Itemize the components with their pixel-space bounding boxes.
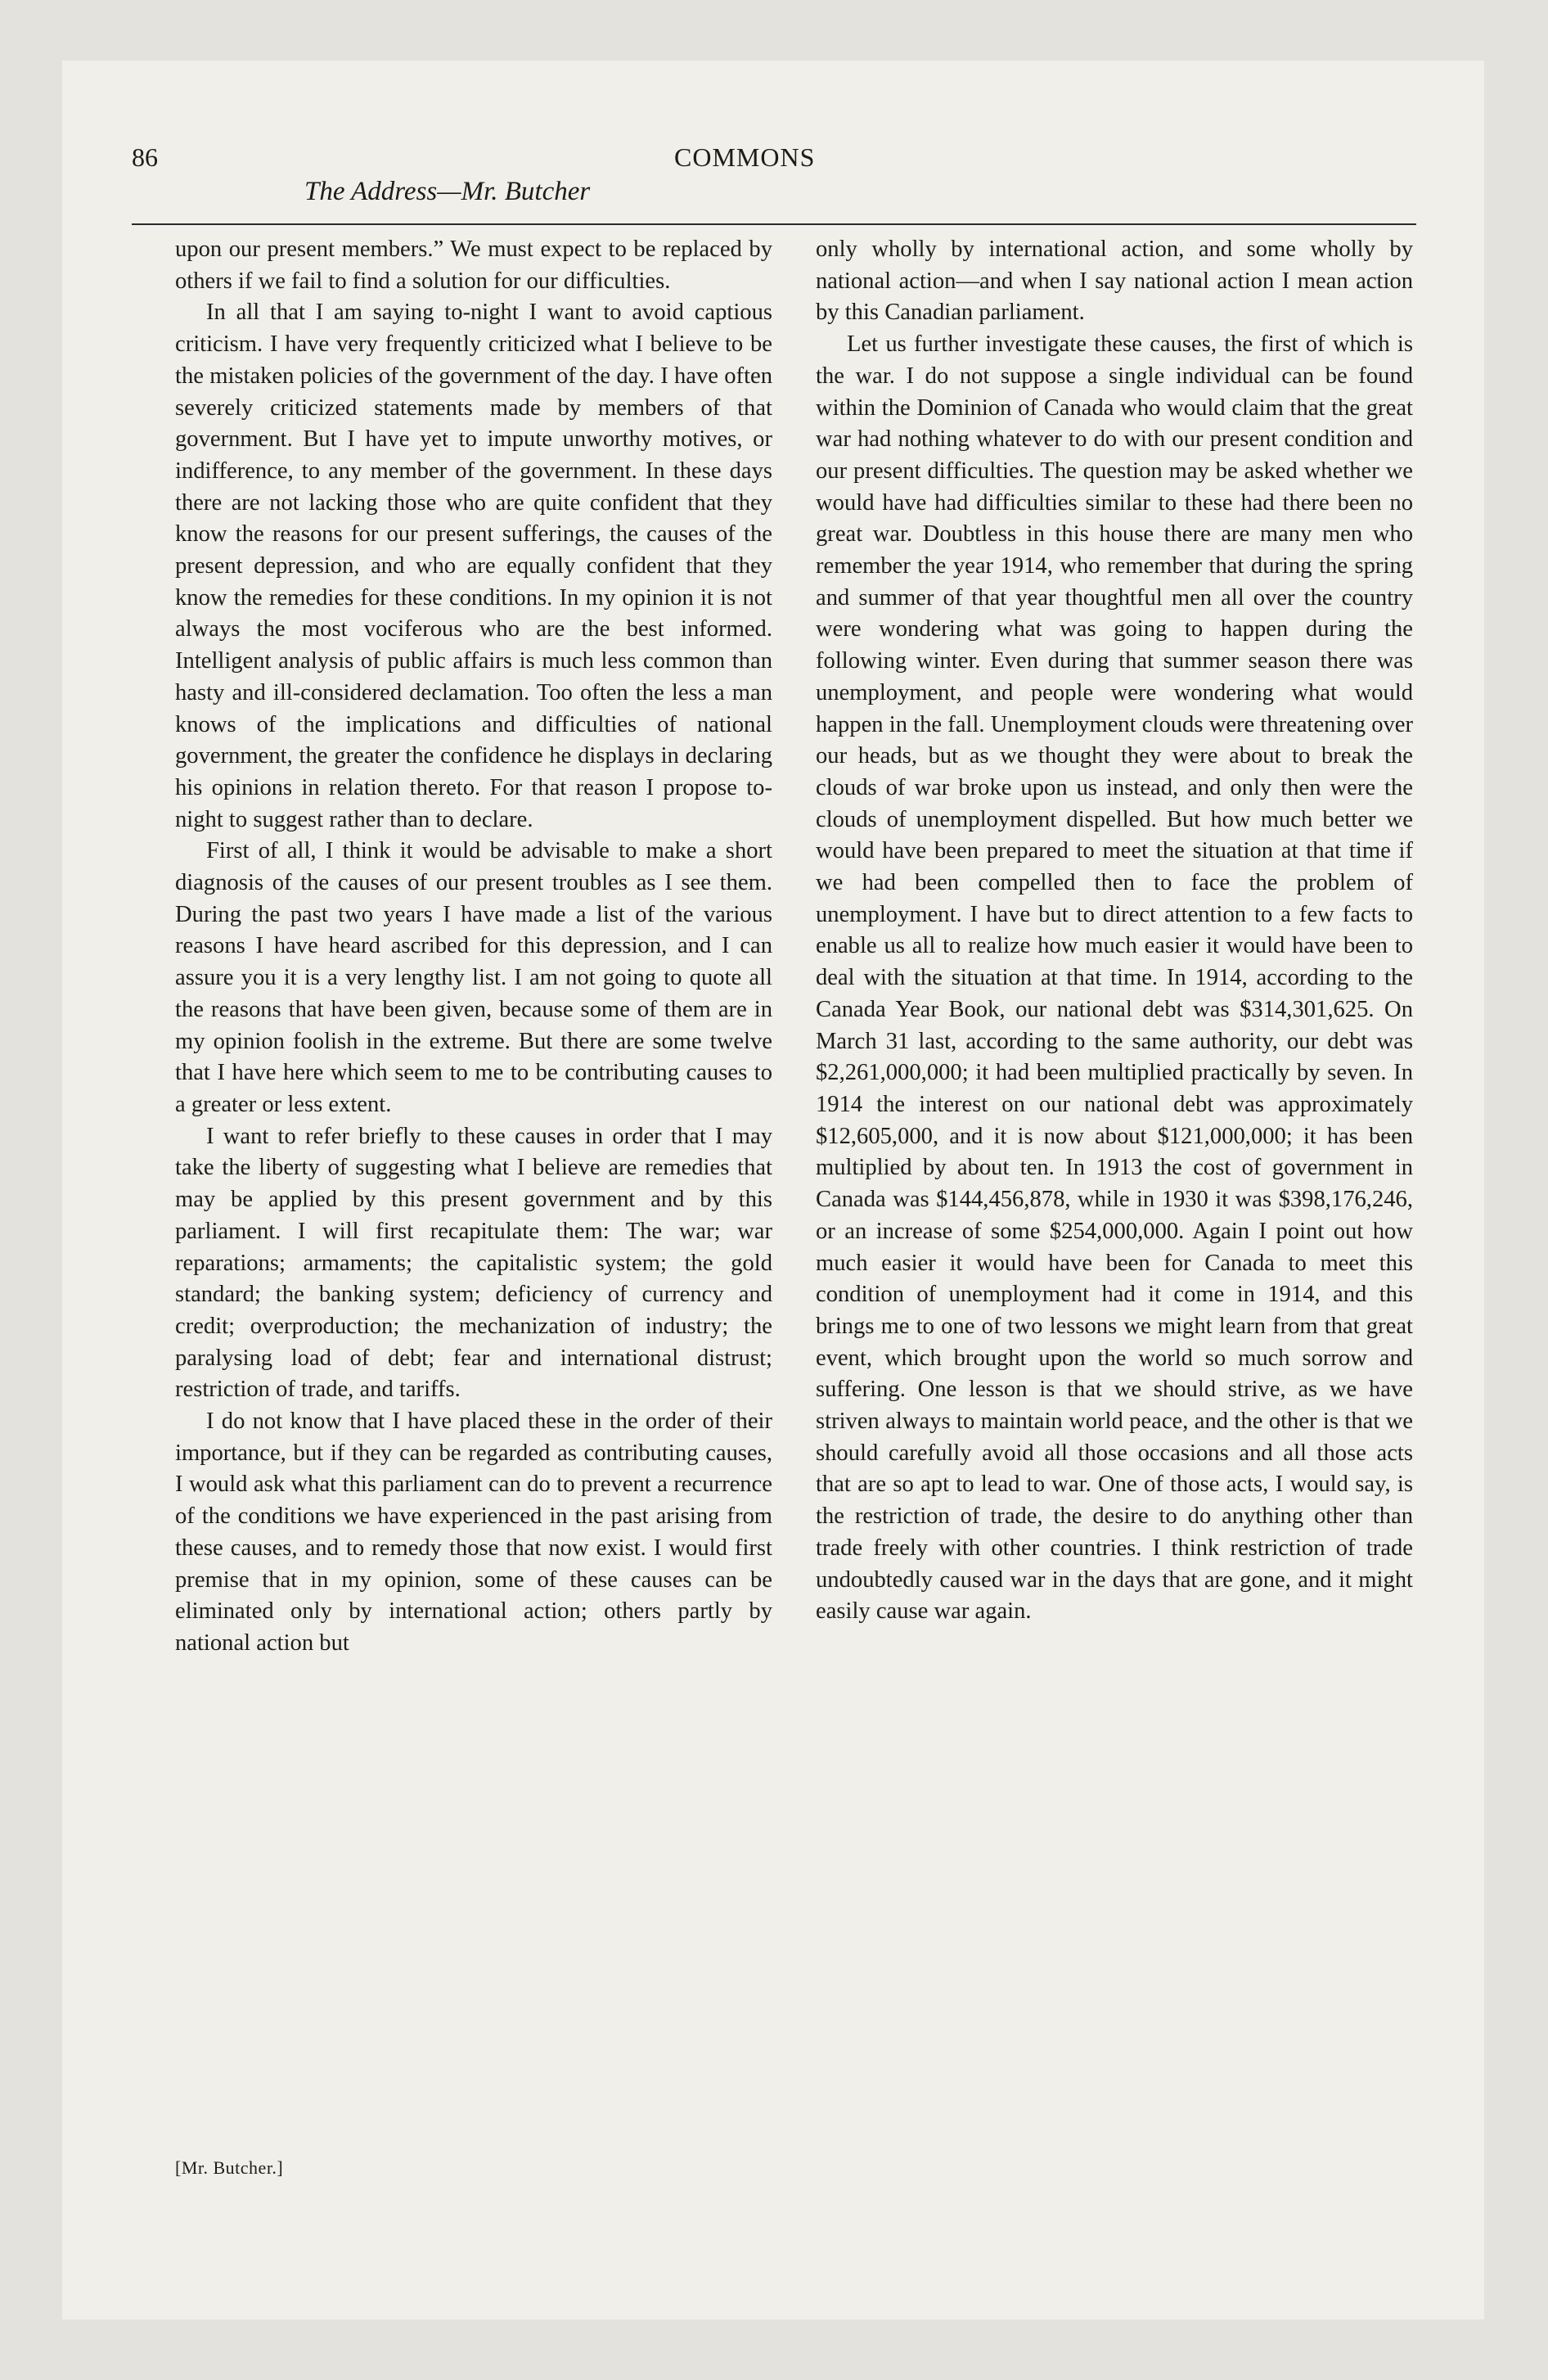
paragraph: upon our present members.” We must expect to be replaced by others if we fail to find a solution for our difficulties. [175,237,772,294]
left-column [175,234,772,1660]
paragraph: only wholly by international action, and some wholly by national action—and when I say national action I mean action by this Canadian parliament. [816,237,1413,326]
document-page [62,61,1484,2319]
running-subheader: The Address—Mr. Butcher [304,177,591,206]
right-column [816,234,1413,1628]
page-number: 86 [132,142,158,172]
paragraph: First of all, I think it would be advisable to make a short diagnosis of the causes of our present troubles as I see them. During the past two years I have made a list of the various reasons I have heard ascribed for this depression, and I can assure you it is a very lengthy list. I am not going to quote all the reasons that have been given, because some of them are in my opinion foolish in the extreme. But there are some twelve that I have here which seem to me to be contributing causes to a greater or less extent. [175,838,772,1117]
header-rule [132,223,1416,225]
running-header-title: COMMONS [674,142,816,172]
speaker-footer-note: [Mr. Butcher.] [175,2157,284,2178]
paragraph: In all that I am saying to-night I want to avoid captious criticism. I have very frequently criticized what I believe to be the mistaken policies of the government of the day. I have often severely criticized statements made by members of that government. But I have yet to impute unworthy motives, or indifference, to any member of the government. In these days there are not lacking those who are quite confident that they know the reasons for our present sufferings, the causes of the present depression, and who are equally confident that they know the remedies for these conditions. In my opinion it is not always the most vociferous who are the best informed. Intelligent analysis of public affairs is much less common than hasty and ill-considered declamation. Too often the less a man knows of the implications and difficulties of national government, the greater the confidence he displays in declaring his opinions in relation thereto. For that reason I propose to-night to suggest rather than to declare. [175,300,772,832]
paragraph: Let us further investigate these causes, the first of which is the war. I do not suppose a single individual can be found within the Dominion of Canada who would claim that the great war had nothing whatever to do with our present condition and our present difficulties. The question may be asked whether we would have had difficulties similar to these had there been no great war. Doubtless in this house there are many men who remember the year 1914, who remember that during the spring and summer of that year thoughtful men all over the country were wondering what was going to happen during the following winter. Even during that summer season there was unemployment, and people were wondering what would happen in the fall. Unemployment clouds were threatening over our heads, but as we thought they were about to break the clouds of war broke upon us instead, and only then were the clouds of unemployment dispelled. But how much better we would have been prepared to meet the situation at that time if we had been compelled then to face the problem of unemployment. I have but to direct attention to a few facts to enable us all to realize how much easier it would have been to deal with the situation at that time. In 1914, according to the Canada Year Book, our national debt was $314,301,625. On March 31 last, according to the same authority, our debt was $2,261,000,000; it had been multiplied practically by seven. In 1914 the interest on our national debt was approximately $12,605,000, and it is now about $121,000,000; it has been multiplied by about ten. In 1913 the cost of government in Canada was $144,456,878, while in 1930 it was $398,176,246, or an increase of some $254,000,000. Again I point out how much easier it would have been for Canada to meet this condition of unemployment had it come in 1914, and this brings me to one of two lessons we might learn from that great event, which brought upon the world so much sorrow and suffering. One lesson is that we should strive, as we have striven always to maintain world peace, and the other is that we should carefully avoid all those occasions and all those acts that are so apt to lead to war. One of those acts, I would say, is the restriction of trade, the desire to do anything other than trade freely with other countries. I think restriction of trade undoubtedly caused war in the days that are gone, and it might easily cause war again. [816,331,1413,1625]
paragraph: I do not know that I have placed these in the order of their importance, but if they can be regarded as contributing causes, I would ask what this parliament can do to prevent a recurrence of the conditions we have experienced in the past arising from these causes, and to remedy those that now exist. I would first premise that in my opinion, some of these causes can be eliminated only by international action; others partly by national action but [175,1409,772,1656]
paragraph: I want to refer briefly to these causes in order that I may take the liberty of suggesting what I believe are remedies that may be applied by this present government and by this parliament. I will first recapitulate them: The war; war reparations; armaments; the capitalistic system; the gold standard; the banking system; deficiency of currency and credit; overproduction; the mechanization of industry; the paralysing load of debt; fear and international distrust; restriction of trade, and tariffs. [175,1123,772,1403]
